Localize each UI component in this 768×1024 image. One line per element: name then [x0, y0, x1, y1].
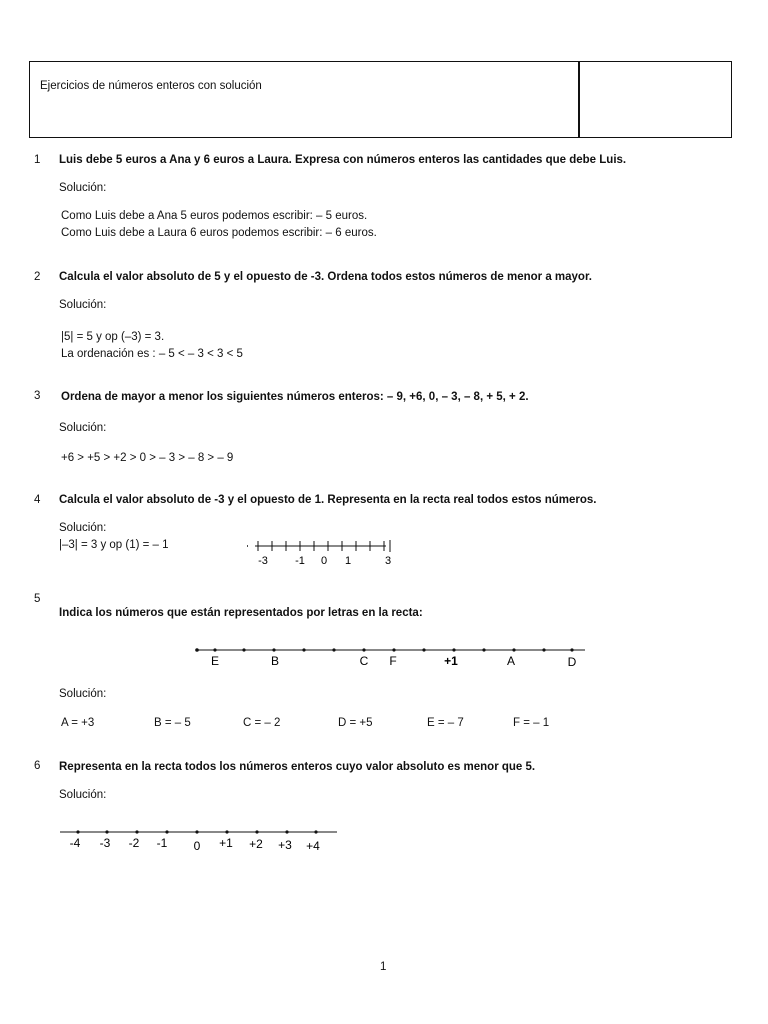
exercise-4-question: Calcula el valor absoluto de -3 y el opuesto de 1. Representa en la recta real todos estos números.: [59, 494, 597, 506]
ex6-label: +1: [219, 836, 233, 850]
exercise-1-question: Luis debe 5 euros a Ana y 6 euros a Laura. Expresa con números enteros las cantidades que debe Luis.: [59, 154, 627, 166]
ex5-label: D: [567, 655, 577, 669]
ex6-label: +2: [249, 837, 263, 851]
exercise-5-number: 5: [34, 593, 41, 605]
ex6-point: [76, 830, 79, 833]
ex6-point: [135, 830, 138, 833]
exercise-4-number: 4: [34, 494, 41, 506]
ex6-label: -3: [99, 836, 111, 850]
exercise-2-solution-label: Solución:: [59, 299, 107, 311]
ex4-label: 1: [344, 555, 352, 567]
ex6-point: [255, 830, 258, 833]
ex5-label: +1: [444, 654, 458, 668]
ex4-label: -1: [295, 555, 305, 567]
exercise-4-solution-label: Solución:: [59, 522, 107, 534]
exercise-5-question: Indica los números que están representados por letras en la recta:: [59, 607, 423, 619]
exercise-6-solution-label: Solución:: [59, 789, 107, 801]
exercise-6-question: Representa en la recta todos los números enteros cuyo valor absoluto es menor que 5.: [59, 761, 536, 773]
exercise-1-answer-line-1: Como Luis debe a Ana 5 euros podemos escribir: – 5 euros.: [61, 210, 368, 222]
exercise-1-answer-line-2: Como Luis debe a Laura 6 euros podemos escribir: – 6 euros.: [61, 227, 377, 239]
ex6-label: 0: [193, 839, 201, 853]
exercise-5-answer-d: D = +5: [338, 717, 373, 729]
exercise-5-answer-e: E = – 7: [427, 717, 464, 729]
ex6-label: -1: [156, 836, 168, 850]
ex5-label: B: [270, 654, 280, 668]
exercise-2-answer-line-1: |5| = 5 y op (–3) = 3.: [61, 331, 165, 343]
exercise-6-number: 6: [34, 760, 41, 772]
ex6-point: [314, 830, 317, 833]
ex6-point: [105, 830, 108, 833]
ex6-point: [165, 830, 168, 833]
exercise-5-answer-f: F = – 1: [513, 717, 550, 729]
ex6-point: [285, 830, 288, 833]
exercise-5-answer-b: B = – 5: [154, 717, 191, 729]
page-number: 1: [380, 961, 387, 973]
exercise-5-answer-a: A = +3: [61, 717, 95, 729]
ex4-label: 0: [320, 555, 328, 567]
ex6-label: -2: [128, 836, 140, 850]
ex5-label: C: [359, 654, 369, 668]
page-title: Ejercicios de números enteros con solución: [40, 80, 262, 92]
exercise-5-solution-label: Solución:: [59, 688, 107, 700]
ex6-label: +3: [278, 838, 292, 852]
exercise-2-answer-line-2: La ordenación es : – 5 < – 3 < 3 < 5: [61, 348, 243, 360]
ex6-label: -4: [69, 836, 81, 850]
ex6-point: [225, 830, 228, 833]
ex6-point: [195, 830, 198, 833]
exercise-2-number: 2: [34, 271, 41, 283]
ex5-label: A: [506, 654, 516, 668]
exercise-3-answer: +6 > +5 > +2 > 0 > – 3 > – 8 > – 9: [61, 452, 234, 464]
ex5-label: E: [210, 654, 220, 668]
exercise-4-answer: |–3| = 3 y op (1) = – 1: [59, 539, 169, 551]
exercise-1-number: 1: [34, 154, 41, 166]
exercise-3-number: 3: [34, 390, 41, 402]
ex4-label: -3: [258, 555, 268, 567]
ex4-label: 3: [384, 555, 392, 567]
exercise-5-answer-c: C = – 2: [243, 717, 281, 729]
exercise-3-question: Ordena de mayor a menor los siguientes números enteros: – 9, +6, 0, – 3, – 8, + 5, + 2.: [61, 391, 529, 403]
exercise-1-solution-label: Solución:: [59, 182, 107, 194]
exercise-2-question: Calcula el valor absoluto de 5 y el opuesto de -3. Ordena todos estos números de menor a mayor.: [59, 271, 592, 283]
ex5-label: F: [389, 654, 397, 668]
exercise-3-solution-label: Solución:: [59, 422, 107, 434]
ex6-label: +4: [306, 839, 320, 853]
